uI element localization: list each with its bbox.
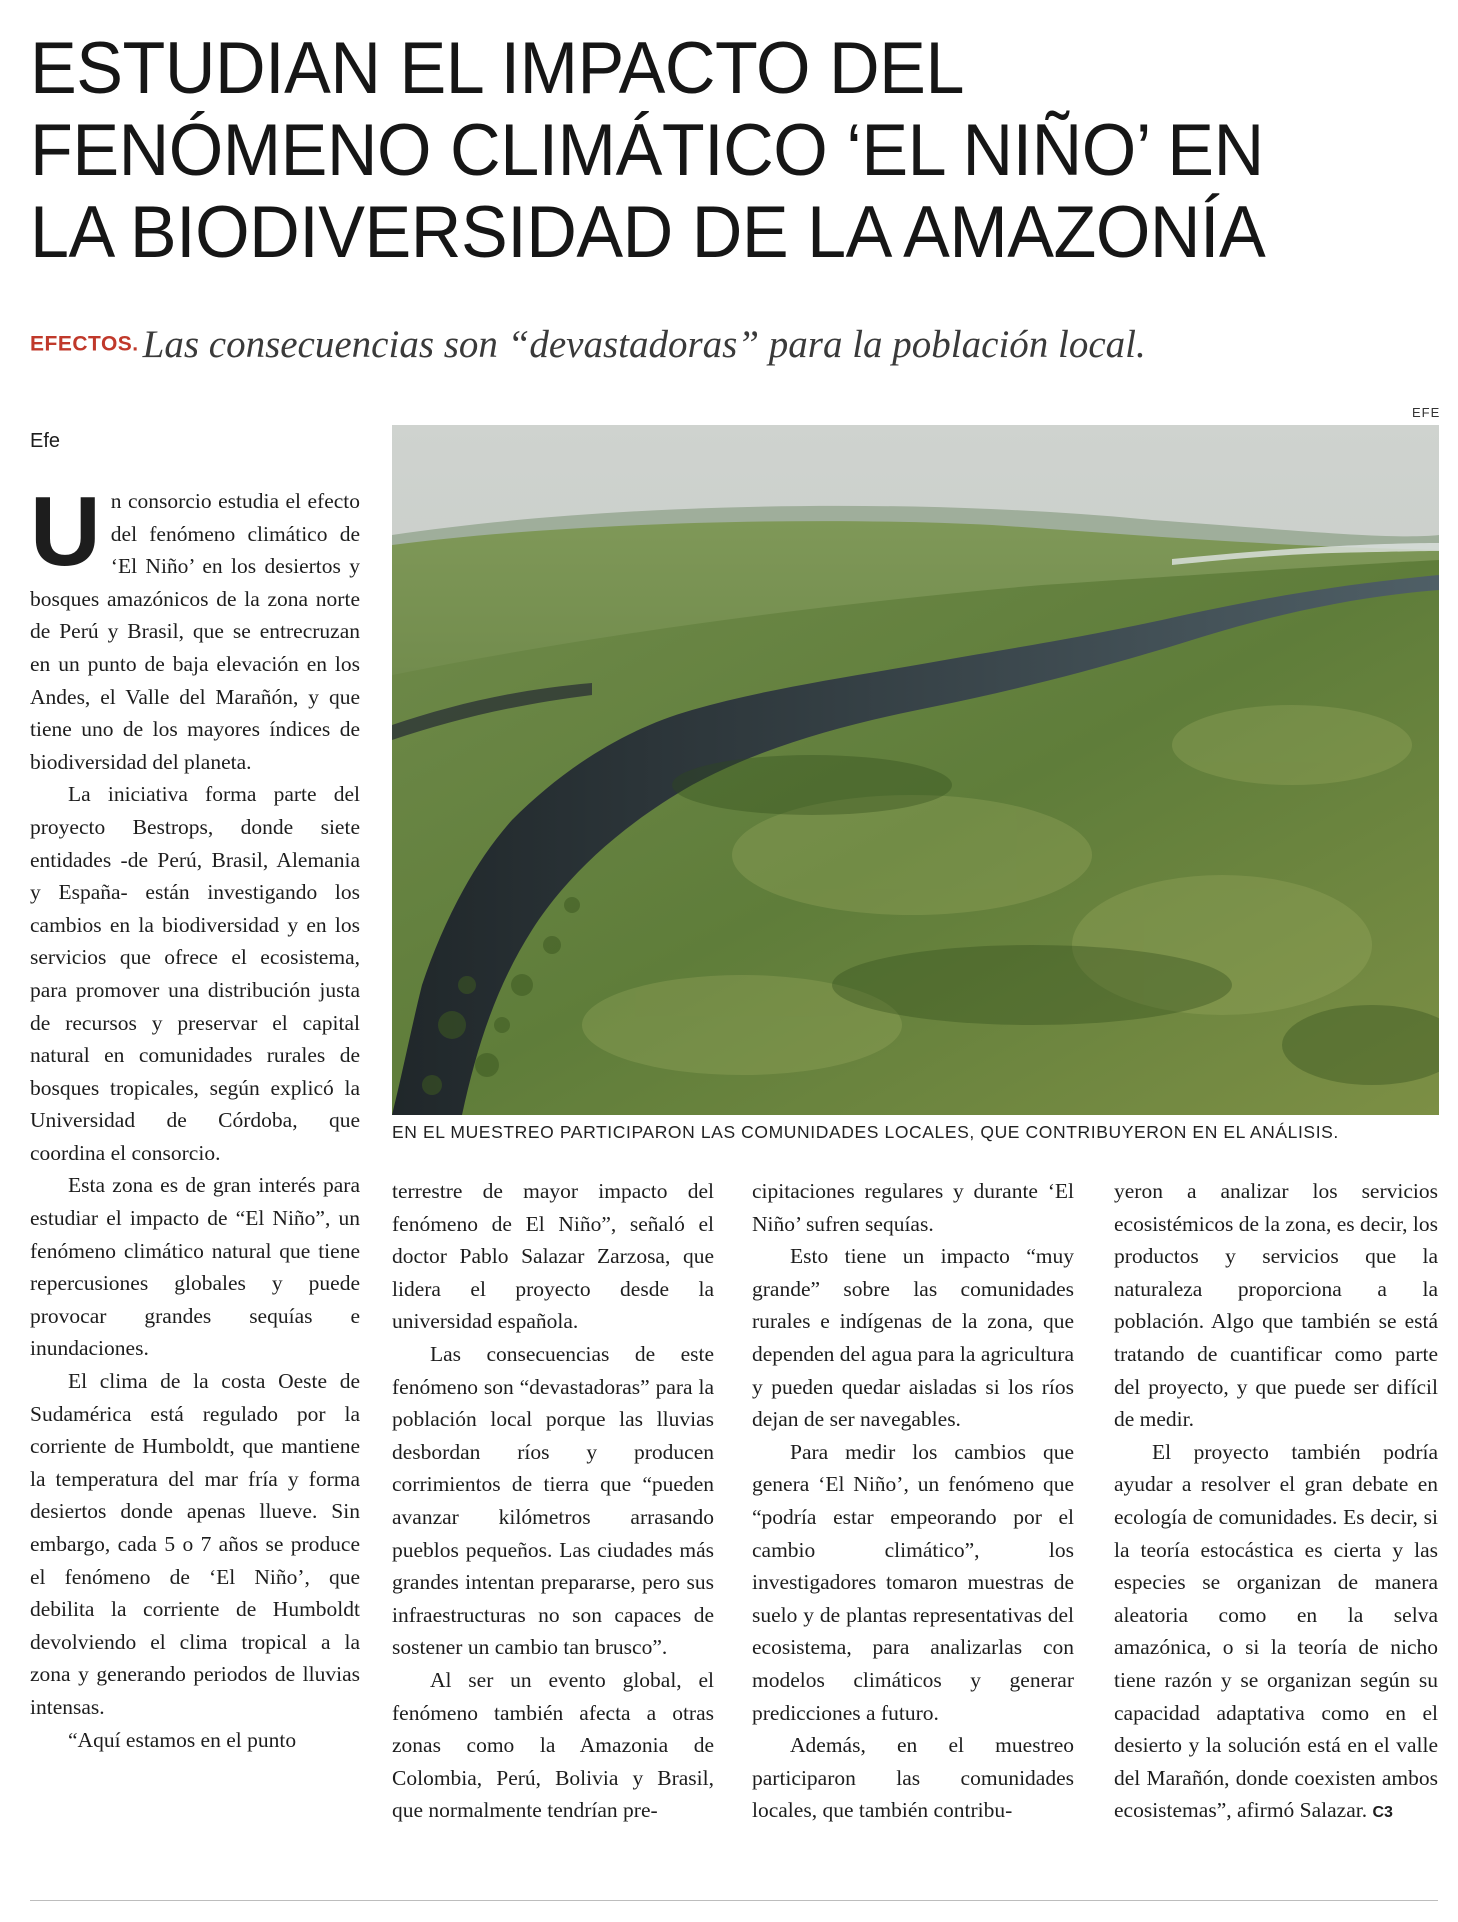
headline-line: FENÓMENO CLIMÁTICO ‘EL NIÑO’ EN — [30, 110, 1264, 191]
aerial-landscape-image — [392, 425, 1439, 1115]
amazon-river-photo — [392, 425, 1439, 1115]
photo-credit: EFE — [1412, 405, 1441, 420]
article-paragraph: “Aquí estamos en el punto — [68, 1727, 297, 1752]
article-column-3 — [752, 1175, 1074, 1827]
article-paragraph: cipitaciones regulares y durante ‘El Niño’ sufren sequías. — [752, 1179, 1074, 1236]
article-column-1 — [30, 476, 360, 1756]
paragraph-text: El proyecto también podría ayudar a resolver el gran debate en ecología de comunidades. Es decir, si la teoría estocástica es cierta y las especies se organizan de manera aleatoria como en la selva amazónica, o si la teoría de nicho tiene razón y se organizan según su capacidad adaptativa como en el desierto y la solución está en el valle del Marañón, donde coexisten ambos ecosistemas”, afirmó Salazar. — [1114, 1439, 1438, 1823]
article-paragraph: Esto tiene un impacto “muy grande” sobre las comunidades rurales e indígenas de la zona, que dependen del agua para la agricultura y pueden quedar aisladas si los ríos dejan de ser navegables. — [752, 1244, 1074, 1432]
article-paragraph: Esta zona es de gran interés para estudiar el impacto de “El Niño”, un fenómeno climático natural que tiene repercusiones globales y puede provocar grandes sequías e inundaciones. — [30, 1173, 360, 1361]
article-paragraph: Las consecuencias de este fenómeno son “devastadoras” para la población local porque las lluvias desbordan ríos y producen corrimientos de tierra que “pueden avanzar kilómetros arrasando pueblos pequeños. Las ciudades más grandes intentan prepararse, pero sus infraestructuras no son capaces de sostener un cambio tan brusco”. — [392, 1341, 714, 1660]
bottom-divider — [30, 1900, 1438, 1901]
end-mark-icon: C3 — [1372, 1804, 1393, 1822]
kicker-label: EFECTOS. — [30, 332, 139, 356]
article-paragraph — [1114, 1436, 1438, 1830]
article-paragraph: Además, en el muestreo participaron las comunidades locales, que también contribu- — [752, 1733, 1074, 1823]
article-paragraph: Al ser un evento global, el fenómeno también afecta a otras zonas como la Amazonia de Colombia, Perú, Bolivia y Brasil, que normalmente tendrían pre- — [392, 1667, 714, 1823]
article-column-4 — [1114, 1175, 1438, 1830]
article-paragraph — [30, 476, 360, 778]
headline-line: LA BIODIVERSIDAD DE LA AMAZONÍA — [30, 192, 1266, 273]
article-paragraph: terrestre de mayor impacto del fenómeno de El Niño”, señaló el doctor Pablo Salazar Zarzosa, que lidera el proyecto desde la universidad española. — [392, 1179, 714, 1334]
deck-text: Las consecuencias son “devastadoras” para la población local. — [142, 323, 1146, 366]
article-paragraph: La iniciativa forma parte del proyecto Bestrops, donde siete entidades -de Perú, Brasil, Alemania y España- están investigando los cambios en la biodiversidad y en los servicios que ofrece el ecosistema, para promover una distribución justa de recursos y preservar el capital natural en comunidades rurales de bosques tropicales, según explicó la Universidad de Córdoba, que coordina el consorcio. — [30, 782, 360, 1165]
article-paragraph: El clima de la costa Oeste de Sudamérica está regulado por la corriente de Humboldt, que mantiene la temperatura del mar fría y forma desiertos donde apenas llueve. Sin embargo, cada 5 o 7 años se produce el fenómeno de ‘El Niño’, que debilita la corriente de Humboldt devolviendo el clima tropical a la zona y generando periodos de lluvias intensas. — [30, 1369, 360, 1719]
photo-caption: EN EL MUESTREO PARTICIPARON LAS COMUNIDADES LOCALES, QUE CONTRIBUYERON EN EL ANÁLISIS. — [392, 1122, 1339, 1142]
article-paragraph: Para medir los cambios que genera ‘El Niño’, un fenómeno que “podría estar empeorando por el cambio climático”, los investigadores tomaron muestras de suelo y de plantas representativas del ecosistema, para analizarlas con modelos climáticos y generar predicciones a futuro. — [752, 1439, 1074, 1725]
article-column-2 — [392, 1175, 714, 1827]
dropcap-letter: U — [30, 476, 101, 586]
paragraph-text: n consorcio estudia el efecto del fenómeno climático de ‘El Niño’ en los desiertos y bosques amazónicos de la zona norte de Perú y Brasil, que se entrecruzan en un punto de baja elevación en los Andes, el Valle del Marañón, y que tiene uno de los mayores índices de biodiversidad del planeta. — [30, 489, 360, 774]
article-paragraph: yeron a analizar los servicios ecosistémicos de la zona, es decir, los productos y servicios que la naturaleza proporciona a la población. Algo que también se está tratando de cuantificar como parte del proyecto, y que puede ser difícil de medir. — [1114, 1179, 1438, 1432]
headline-line: ESTUDIAN EL IMPACTO DEL — [30, 28, 964, 109]
headline — [30, 28, 1374, 274]
subheadline — [30, 322, 1430, 367]
byline: Efe — [30, 430, 61, 452]
